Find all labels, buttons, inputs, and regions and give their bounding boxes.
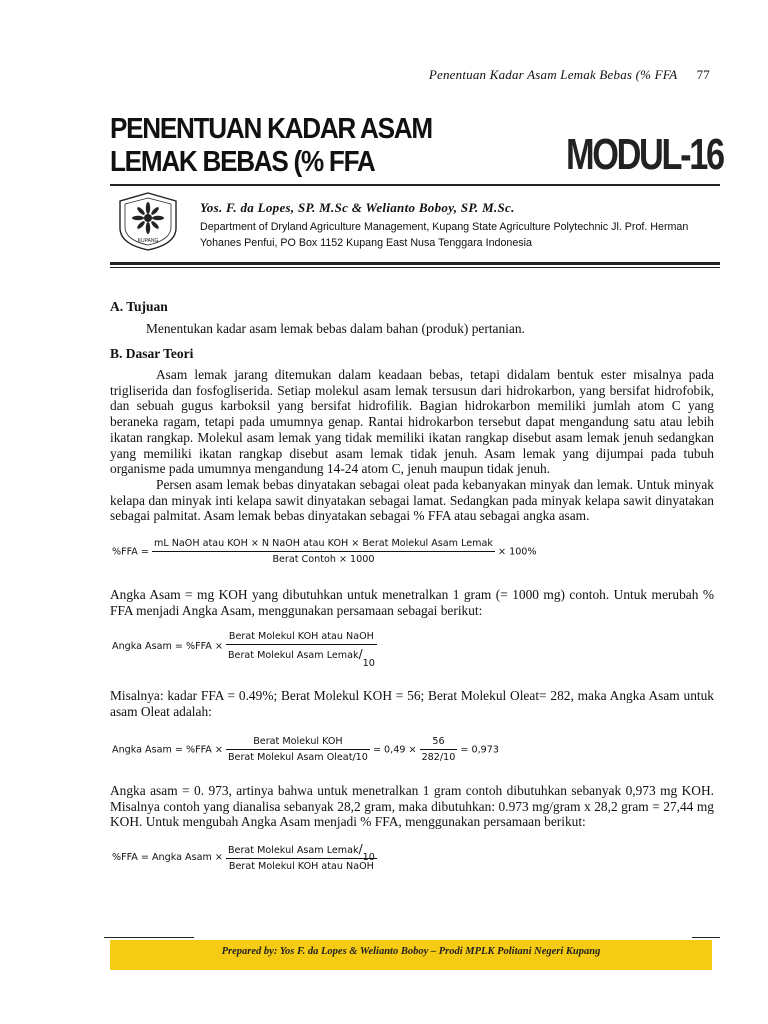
- formula-ffa-from-angka-denominator: Berat Molekul KOH atau NaOH: [228, 861, 374, 872]
- formula-ffa-fraction: [152, 538, 495, 565]
- formula-ffa: [112, 538, 537, 565]
- formula-angka-asam-denominator: Berat Molekul Asam Lemak/10: [227, 647, 375, 669]
- formula-example: [112, 736, 499, 763]
- title-rule: [110, 184, 720, 186]
- text-conversion: Angka asam = 0. 973, artinya bahwa untuk menetralkan 1 gram contoh dibutuhkan sebanyak 0,973 mg KOH. Misalnya contoh yang dianalisa sebanyak 28,2 gram, maka dibutuhkan: 0.973 mg/gram x 28,2 gram = 27,44 mg KOH. Untuk mengubah Angka Asam menjadi % FFA, menggunakan persamaan berikut:: [110, 783, 714, 830]
- formula-ffa-from-angka: [112, 842, 377, 872]
- page-number: 77: [696, 67, 710, 82]
- formula-ffa-denominator: Berat Contoh × 1000: [272, 554, 375, 565]
- logo-text: KUPANG: [137, 238, 159, 244]
- institution-logo: [113, 190, 183, 252]
- formula-example-result: = 0,973: [460, 744, 499, 756]
- running-title: Penentuan Kadar Asam Lemak Bebas (% FFA: [428, 67, 678, 82]
- formula-ffa-from-angka-lhs: %FFA = Angka Asam ×: [112, 852, 223, 863]
- section-b-heading: B. Dasar Teori: [110, 346, 194, 361]
- formula-ffa-from-angka-fraction: [226, 842, 377, 872]
- formula-example-mid: = 0,49 ×: [372, 744, 417, 756]
- footer-text: Prepared by: Yos F. da Lopes & Welianto Boboy – Prodi MPLK Politani Negeri Kupang: [221, 946, 601, 957]
- document-title: [110, 113, 434, 179]
- running-header: [429, 67, 710, 83]
- formula-angka-asam-fraction: [226, 631, 377, 669]
- footer-rule-left: [104, 937, 194, 938]
- formula-example-denominator-2: 282/10: [421, 752, 456, 763]
- formula-ffa-from-angka-numerator: Berat Molekul Asam Lemak/10: [227, 842, 375, 863]
- author-names: Yos. F. da Lopes, SP. M.Sc & Welianto Boboy, SP. M.Sc.: [200, 200, 515, 215]
- module-label: MODUL-16: [566, 130, 723, 179]
- paragraph-2: Persen asam lemak bebas dinyatakan sebagai oleat pada kebanyakan minyak dan lemak. Untuk minyak kelapa dan minyak inti kelapa sawit dinyatakan sebagai lamat. Sedangkan pada minyak kelapa sawit dinyatakan sebagai palmitat. Asam lemak bebas dinyatakan sebagai % FFA atau sebagai angka asam.: [110, 476, 714, 524]
- title-line-2: LEMAK BEBAS (% FFA: [110, 146, 375, 178]
- formula-ffa-lhs: %FFA =: [112, 546, 149, 558]
- formula-example-numerator-2: 56: [420, 736, 458, 750]
- author-affiliation: Department of Dryland Agriculture Management, Kupang State Agriculture Polytechnic Jl. Prof. Herman Yohanes Penfui, PO Box 1152 Kupang East Nusa Tenggara Indonesia: [200, 221, 689, 249]
- header-rule-thick: [110, 262, 720, 265]
- denominator-part-a: Berat Molekul Asam Lemak: [227, 650, 359, 661]
- header-rule-thin: [110, 267, 720, 268]
- formula-example-numerator-1: Berat Molekul KOH: [226, 736, 370, 750]
- numerator-part-b: 10: [362, 852, 375, 863]
- formula-angka-asam: [112, 631, 377, 669]
- formula-ffa-tail: × 100%: [498, 546, 537, 558]
- formula-angka-asam-lhs: Angka Asam = %FFA ×: [112, 641, 223, 652]
- section-b-body: [110, 367, 714, 524]
- paragraph-1: Asam lemak jarang ditemukan dalam keadaan bebas, tetapi didalam bentuk ester misalnya pada trigliserida dan fosfogliserida. Setiap molekul asam lemak tersusun dari hidrokarbon, yang bersifat hidrofobik, dan sebuah gugus karboksil yang bersifat hidrofilik. Bagian hidrokarbon memiliki jumlah atom C yang beraneka ragam, tetapi pada umumnya genap. Rantai hidrokarbon tersebut dapat mengandung satu atau lebih ikatan rangkap. Molekul asam lemak yang tidak memiliki ikatan rangkap disebut asam lemak jenuh sedangkan yang memiliki ikatan rangkap disebut asam lemak tidak jenuh. Asam lemak yang dijumpai pada tubuh organisme pada umumnya mengandung 14-24 atom C, jenuh maupun tidak jenuh.: [110, 367, 714, 477]
- footer-rule-right: [692, 937, 720, 938]
- formula-ffa-numerator: mL NaOH atau KOH × N NaOH atau KOH × Berat Molekul Asam Lemak: [152, 538, 495, 552]
- numerator-part-a: Berat Molekul Asam Lemak: [227, 845, 359, 856]
- formula-angka-asam-numerator: Berat Molekul KOH atau NaOH: [226, 631, 377, 645]
- formula-example-denominator-1: Berat Molekul Asam Oleat/10: [227, 752, 368, 763]
- denominator-part-b: 10: [362, 658, 375, 669]
- formula-example-fraction-1: [226, 736, 370, 763]
- formula-example-fraction-2: [420, 736, 458, 763]
- text-example: Misalnya: kadar FFA = 0.49%; Berat Molekul KOH = 56; Berat Molekul Oleat= 282, maka Angka Asam untuk asam Oleat adalah:: [110, 688, 714, 719]
- section-a-heading: A. Tujuan: [110, 299, 168, 314]
- title-line-1: PENENTUAN KADAR ASAM: [110, 113, 432, 145]
- section-a-text: Menentukan kadar asam lemak bebas dalam bahan (produk) pertanian.: [146, 321, 525, 336]
- formula-example-lhs: Angka Asam = %FFA ×: [112, 744, 223, 756]
- text-angka-asam-def: Angka Asam = mg KOH yang dibutuhkan untuk menetralkan 1 gram (= 1000 mg) contoh. Untuk merubah % FFA menjadi Angka Asam, menggunakan persamaan sebagai berikut:: [110, 587, 714, 618]
